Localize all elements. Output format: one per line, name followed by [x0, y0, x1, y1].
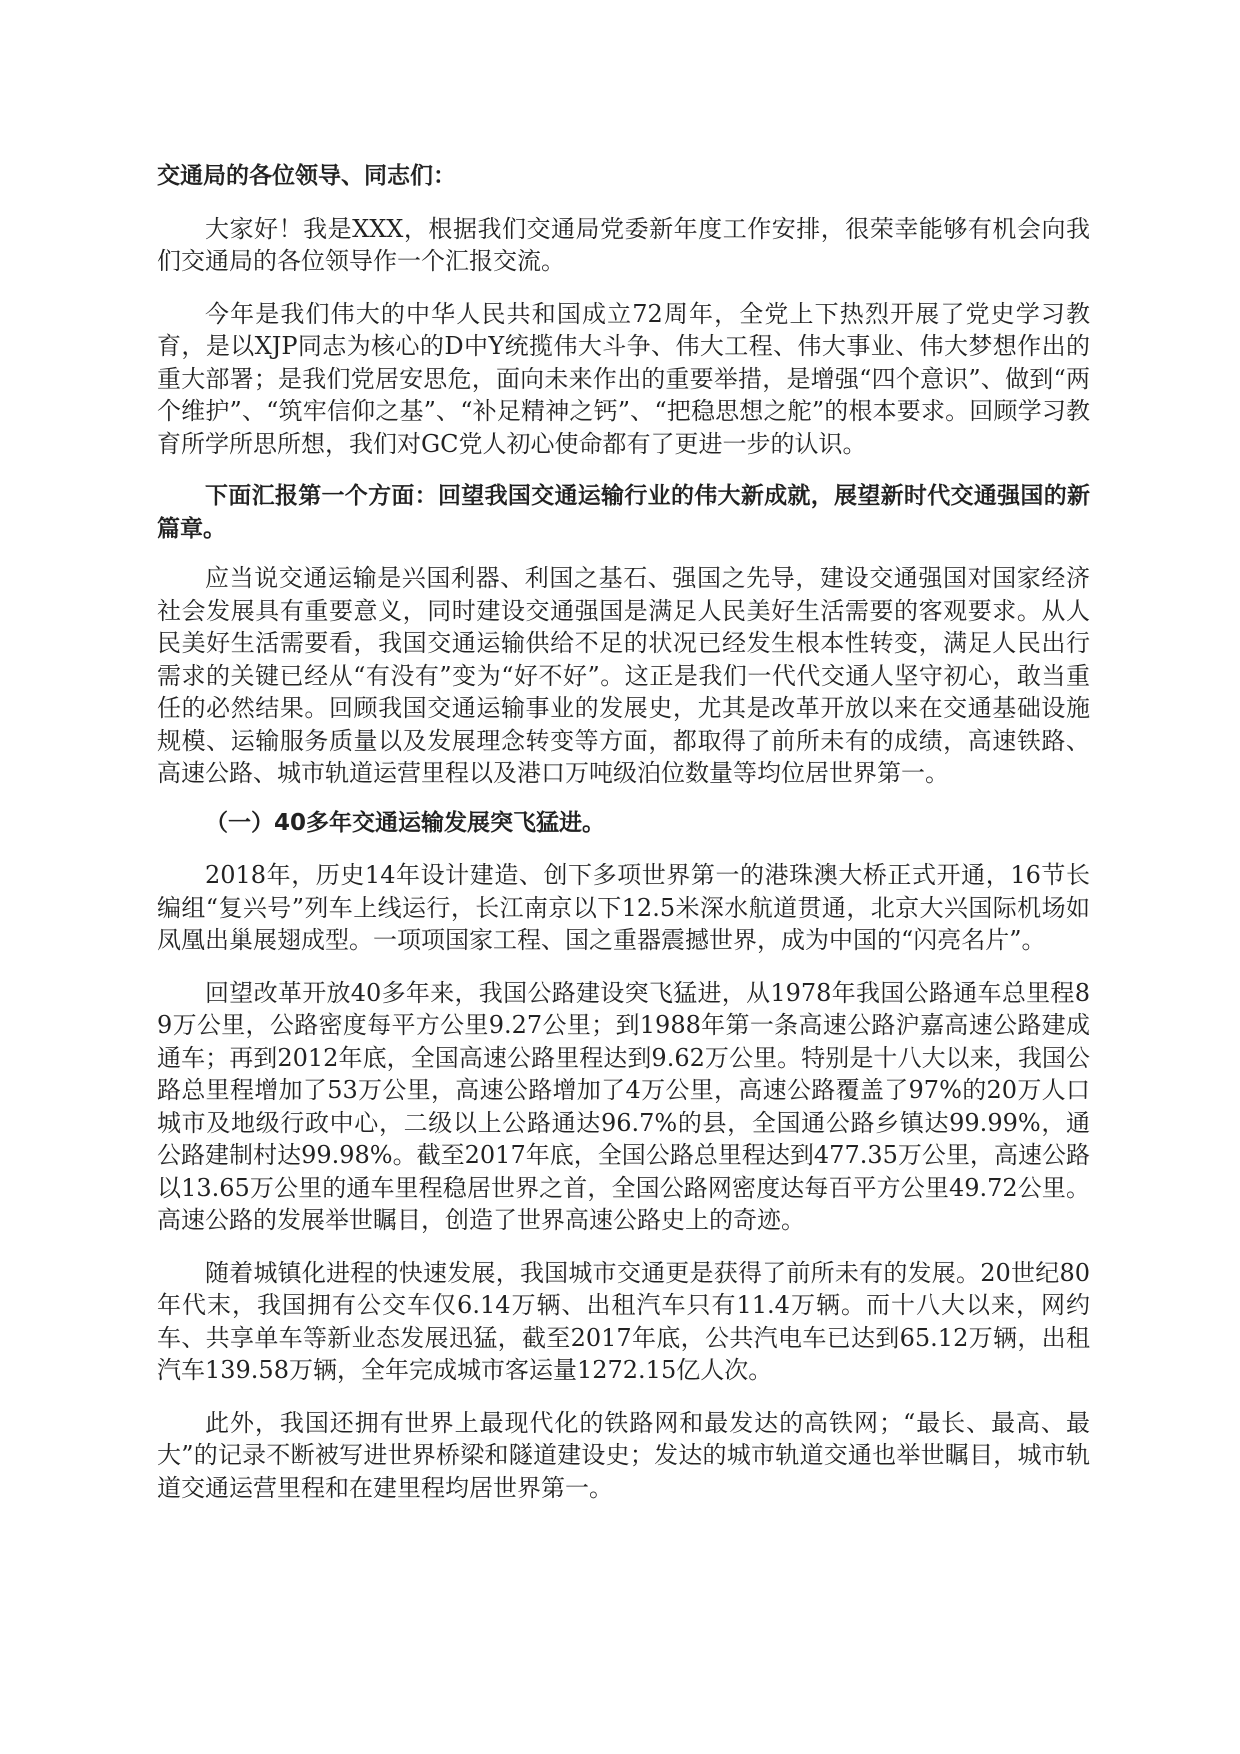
paragraph-transport-importance: 应当说交通运输是兴国利器、利国之基石、强国之先导，建设交通强国对国家经济社会发展具有重要意义，同时建设交通强国是满足人民美好生活需要的客观要求。从人民美好生活需要看，我国交通运输供给不足的状况已经发生根本性转变，满足人民出行需求的关键已经从“有没有”变为“好不好”。这正是我们一代代交通人坚守初心，敢当重任的必然结果。回顾我国交通运输事业的发展史，尤其是改革开放以来在交通基础设施规模、运输服务质量以及发展理念转变等方面，都取得了前所未有的成绩，高速铁路、高速公路、城市轨道运营里程以及港口万吨级泊位数量等均位居世界第一。 [157, 564, 1090, 787]
paragraph-highway-development: 回望改革开放40多年来，我国公路建设突飞猛进，从1978年我国公路通车总里程89万公里，公路密度每平方公里9.27公里；到1988年第一条高速公路沪嘉高速公路建成通车；再到2012年底，全国高速公路里程达到9.62万公里。特别是十八大以来，我国公路总里程增加了53万公里，高速公路增加了4万公里，高速公路覆盖了97%的20万人口城市及地级行政中心，二级以上公路通达96.7%的县，全国通公路乡镇达99.99%，通公路建制村达99.98%。截至2017年底，全国公路总里程达到477.35万公里，高速公路以13.65万公里的通车里程稳居世界之首，全国公路网密度达每百平方公里49.72公里。高速公路的发展举世瞩目，创造了世界高速公路史上的奇迹。 [157, 978, 1090, 1234]
paragraph-greeting: 大家好！我是XXX，根据我们交通局党委新年度工作安排，很荣幸能够有机会向我们交通局的各位领导作一个汇报交流。 [157, 214, 1090, 275]
section-heading: 下面汇报第一个方面：回望我国交通运输行业的伟大新成就，展望新时代交通强国的新篇章。 [157, 483, 1090, 542]
paragraph-railway-network: 此外，我国还拥有世界上最现代化的铁路网和最发达的高铁网；“最长、最高、最大”的记录不断被写进世界桥梁和隧道建设史；发达的城市轨道交通也举世瞩目，城市轨道交通运营里程和在建里程均居世界第一。 [157, 1408, 1090, 1502]
paragraph-2018-achievements: 2018年，历史14年设计建造、创下多项世界第一的港珠澳大桥正式开通，16节长编组“复兴号”列车上线运行，长江南京以下12.5米深水航道贯通，北京大兴国际机场如凤凰出巢展翅成型。一项项国家工程、国之重器震撼世界，成为中国的“闪亮名片”。 [157, 861, 1090, 954]
paragraph-urban-transport: 随着城镇化进程的快速发展，我国城市交通更是获得了前所未有的发展。20世纪80年代末，我国拥有公交车仅6.14万辆、出租汽车只有11.4万辆。而十八大以来，网约车、共享单车等新业态发展迅猛，截至2017年底，公共汽电车已达到65.12万辆，出租汽车139.58万辆，全年完成城市客运量1272.15亿人次。 [157, 1258, 1090, 1384]
salutation: 交通局的各位领导、同志们： [157, 163, 456, 189]
paragraph-party-history: 今年是我们伟大的中华人民共和国成立72周年，全党上下热烈开展了党史学习教育，是以XJP同志为核心的D中Y统揽伟大斗争、伟大工程、伟大事业、伟大梦想作出的重大部署；是我们党居安思危，面向未来作出的重要举措，是增强“四个意识”、做到“两个维护”、“筑牢信仰之基”、“补足精神之钙”、“把稳思想之舵”的根本要求。回顾学习教育所学所思所想，我们对GC党人初心使命都有了更进一步的认识。 [157, 299, 1090, 458]
subsection-heading: （一）40多年交通运输发展突飞猛进。 [205, 809, 606, 836]
